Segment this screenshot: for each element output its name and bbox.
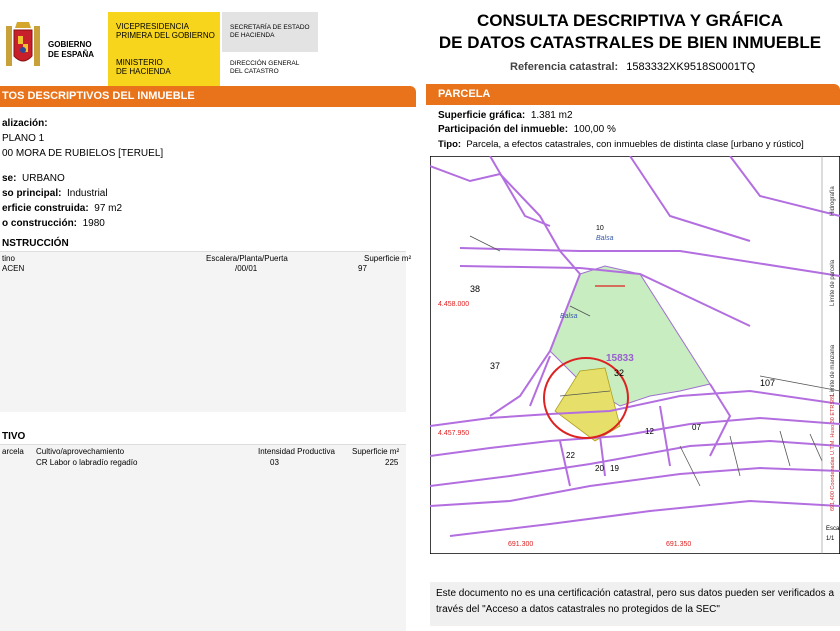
cultivo-title: TIVO (2, 431, 26, 442)
cons-col-escalera: Escalera/Planta/Puerta (206, 254, 288, 263)
coat-of-arms-icon (4, 16, 42, 76)
legend-limite-parcela: Límite de parcela (830, 259, 836, 306)
cult-cell-intensidad: 03 (270, 458, 279, 467)
label-22: 22 (566, 451, 575, 460)
anio-row: o construcción: 1980 (2, 218, 105, 229)
cult-cell-cultivo: CR Labor o labradío regadío (36, 458, 138, 467)
cadastral-map[interactable] (430, 156, 840, 554)
label-37: 37 (490, 361, 501, 371)
ref-label: Referencia catastral: (510, 61, 619, 73)
clase-row: se: URBANO (2, 173, 65, 184)
escala-label: Esca (826, 526, 840, 532)
label-balsa-1: Balsa (596, 235, 614, 242)
uso-row: so principal: Industrial (2, 188, 108, 199)
cons-col-superficie: Superficie m² (364, 254, 412, 263)
disclaimer-note: Este documento no es una certificación catastral, pero sus datos pueden ser verificados a través del "Acceso a datos catastrales no protegidos de la SEC" (430, 582, 840, 626)
parcela-header: PARCELA (426, 84, 840, 104)
label-balsa-2: Balsa (560, 313, 578, 320)
label-10: 10 (596, 225, 604, 232)
construccion-title: NSTRUCCIÓN (2, 238, 69, 249)
label-107: 107 (760, 378, 776, 388)
header-logos (0, 6, 318, 80)
page-title: CONSULTA DESCRIPTIVA Y GRÁFICA DE DATOS CATASTRALES DE BIEN INMUEBLE (438, 11, 822, 52)
cons-cell-superficie: 97 (358, 264, 367, 273)
ref-value: 1583332XK9518S0001TQ (626, 61, 756, 73)
localizacion-label: alización: (2, 118, 48, 129)
label-20: 20 (595, 464, 604, 473)
label-y1: 4.458.000 (438, 301, 470, 308)
legend-hidrografia: Hidrografía (830, 186, 836, 216)
cult-cell-superficie: 225 (385, 458, 399, 467)
cultivo-table (0, 444, 406, 631)
label-07: 07 (692, 423, 701, 432)
datos-descriptivos-panel (0, 86, 416, 630)
label-38: 38 (470, 284, 481, 294)
vicepresidencia-label: VICEPRESIDENCIA PRIMERA DEL GOBIERNO (116, 22, 215, 40)
label-12: 12 (645, 427, 654, 436)
label-y2: 4.457.950 (438, 430, 470, 437)
legend-limite-manzana: Límite de manzana (830, 344, 836, 396)
direccion-label: DIRECCIÓN GENERAL DEL CATASTRO (230, 60, 300, 75)
coord-note: 691,400 Coordenadas U.T.M. Huso 30 ETRS89 (830, 394, 836, 511)
cult-col-subparcela: arcela (2, 447, 24, 456)
superficie-grafica-row: Superficie gráfica: 1.381 m2 (438, 110, 573, 121)
cons-cell-destino: ACEN (2, 264, 25, 273)
referencia-catastral (510, 61, 755, 73)
localizacion-line1: PLANO 1 (2, 133, 45, 144)
label-x2: 691.350 (666, 541, 692, 548)
cult-col-cultivo: Cultivo/aprovechamiento (36, 447, 125, 456)
label-32: 32 (614, 368, 625, 378)
gov-name: GOBIERNO DE ESPAÑA (48, 40, 95, 59)
cons-cell-escalera: /00/01 (235, 264, 258, 273)
ministerio-label: MINISTERIO DE HACIENDA (116, 58, 171, 76)
escala-value: 1/1 (826, 536, 835, 542)
datos-descriptivos-header: TOS DESCRIPTIVOS DEL INMUEBLE (0, 86, 416, 106)
localizacion-line2: 00 MORA DE RUBIELOS [TERUEL] (2, 148, 164, 159)
tipo-row: Tipo: Parcela, a efectos catastrales, con inmuebles de distinta clase [urbano y rústico] (438, 139, 804, 150)
participacion-row: Participación del inmueble: 100,00 % (438, 124, 616, 135)
secretaria-label: SECRETARÍA DE ESTADO DE HACIENDA (230, 24, 310, 39)
cult-col-superficie: Superficie m² (352, 447, 400, 456)
cult-col-intensidad: Intensidad Productiva (258, 447, 335, 456)
superficie-row: erficie construida: 97 m2 (2, 203, 123, 214)
label-x1: 691.300 (508, 541, 534, 548)
label-19: 19 (610, 464, 619, 473)
label-parcel-id: 15833 (606, 353, 634, 364)
cons-col-destino: tino (2, 254, 15, 263)
construccion-table (0, 251, 412, 412)
